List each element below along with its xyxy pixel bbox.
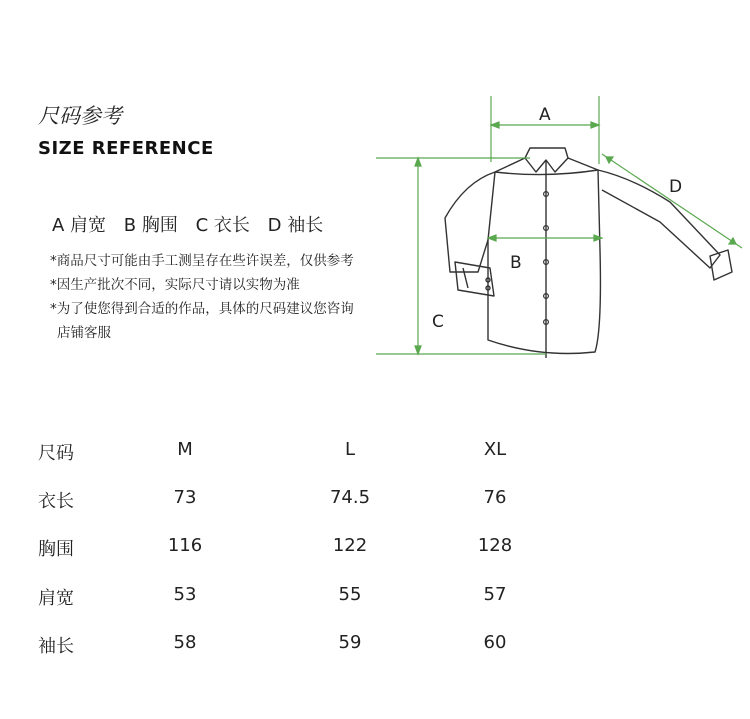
legend-item-c: C 衣长 [195, 215, 250, 236]
label-d: D [669, 177, 683, 197]
table-row [0, 632, 750, 662]
legend-item-a: A 肩宽 [52, 215, 107, 236]
note-4: 店铺客服 [57, 325, 111, 341]
note-1: *商品尺寸可能由手工测呈存在些许误差，仅供参考 [50, 253, 354, 269]
size-notes [50, 249, 354, 345]
section-title-cn: 尺码参考 [38, 104, 122, 128]
cell-xl: 76 [483, 487, 507, 508]
header-xl: XL [483, 439, 507, 460]
cell-xl: 128 [477, 535, 513, 556]
header-l: L [344, 439, 356, 460]
legend-item-b: B 胸围 [123, 215, 178, 236]
row-label: 胸围 [38, 539, 74, 560]
measure-lines [376, 96, 742, 354]
legend-item-d: D 袖长 [267, 215, 324, 236]
cell-xl: 60 [483, 632, 507, 653]
table-row [0, 487, 750, 517]
cell-m: 116 [167, 535, 203, 556]
cell-l: 74.5 [329, 487, 371, 508]
note-2: *因生产批次不同，实际尺寸请以实物为准 [50, 277, 300, 293]
label-a: A [539, 105, 551, 125]
label-c: C [432, 312, 444, 332]
size-table-header [0, 439, 750, 469]
header-size: 尺码 [38, 443, 74, 464]
note-3: *为了使您得到合适的作品，具体的尺码建议您咨询 [50, 301, 354, 317]
measurement-legend [52, 211, 335, 237]
cell-m: 53 [173, 584, 197, 605]
cell-l: 55 [338, 584, 362, 605]
cell-l: 122 [332, 535, 368, 556]
table-row [0, 584, 750, 614]
row-label: 肩宽 [38, 588, 74, 609]
header-m: M [177, 439, 193, 460]
shirt-outline [445, 148, 732, 358]
label-b: B [510, 253, 522, 273]
row-label: 衣长 [38, 491, 74, 512]
row-label: 袖长 [38, 636, 74, 657]
table-row [0, 535, 750, 565]
section-title-en: SIZE REFERENCE [38, 138, 214, 159]
cell-l: 59 [338, 632, 362, 653]
shirt-measurement-diagram [370, 90, 745, 370]
cell-m: 73 [173, 487, 197, 508]
cell-xl: 57 [483, 584, 507, 605]
cell-m: 58 [173, 632, 197, 653]
